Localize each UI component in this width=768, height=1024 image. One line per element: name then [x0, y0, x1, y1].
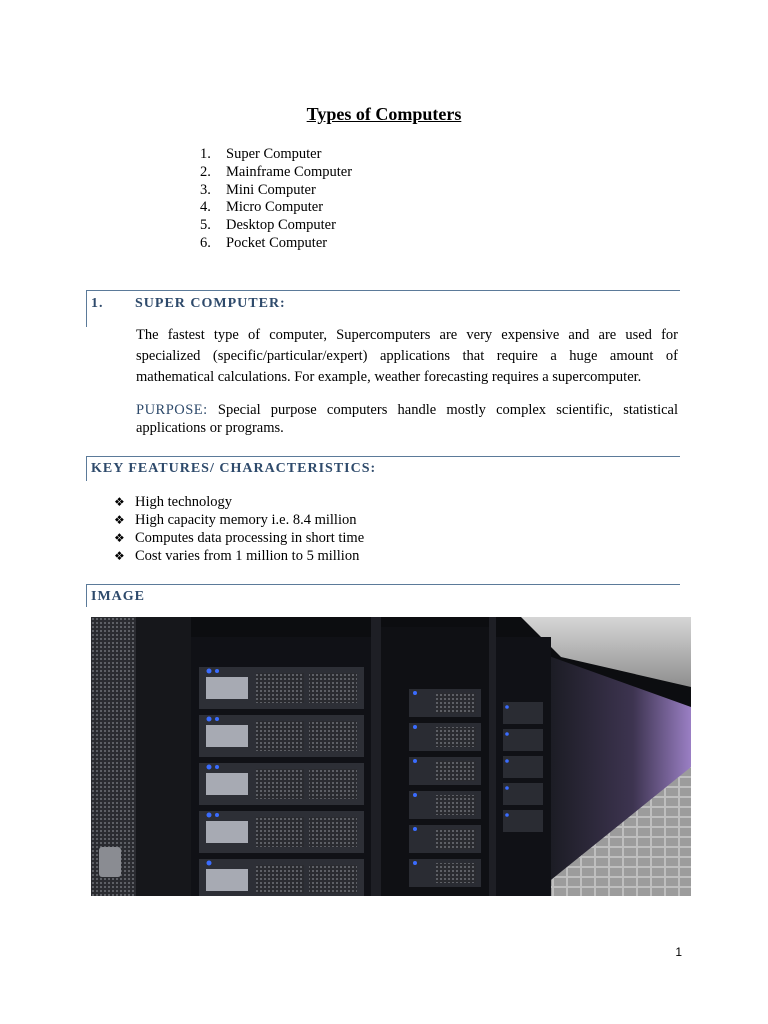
key-features-list — [114, 493, 364, 565]
purpose-paragraph — [136, 401, 678, 437]
list-item: 4. Micro Computer — [200, 199, 324, 216]
list-item: 3. Mini Computer — [200, 181, 316, 198]
section-heading-image: IMAGE — [86, 584, 680, 585]
diamond-bullet-icon: ❖ — [114, 549, 125, 563]
diamond-bullet-icon: ❖ — [114, 531, 125, 545]
list-item: 6. Pocket Computer — [200, 234, 328, 251]
section-heading-key-features: KEY FEATURES/ CHARACTERISTICS: — [86, 456, 680, 457]
page-number: 1 — [675, 945, 682, 959]
list-item: ❖ High capacity memory i.e. 8.4 million — [114, 512, 357, 528]
computer-types-list — [200, 146, 352, 253]
list-item: ❖ Computes data processing in short time — [114, 530, 365, 546]
list-item: 2. Mainframe Computer — [200, 163, 353, 180]
diamond-bullet-icon: ❖ — [114, 495, 125, 509]
list-item: 5. Desktop Computer — [200, 217, 336, 234]
document-title: Types of Computers — [306, 104, 462, 124]
section-heading-super-computer: 1. SUPER COMPUTER: — [86, 290, 680, 291]
purpose-label: PURPOSE: — [136, 402, 208, 418]
supercomputer-photo — [91, 617, 691, 896]
purpose-text: Special purpose computers handle mostly complex scientific, statistical applications or programs. — [136, 402, 678, 436]
list-item: 1. Super Computer — [200, 146, 322, 162]
list-item: ❖ Cost varies from 1 million to 5 million — [114, 548, 360, 564]
super-computer-description: The fastest type of computer, Supercomputers are very expensive and are used for specialized (specific/particular/expert) applications that require a huge amount of mathematical calculations. For example, weather forecasting requires a supercomputer. — [136, 327, 678, 385]
list-item: ❖ High technology — [114, 494, 233, 510]
supercomputer-image — [91, 617, 691, 896]
diamond-bullet-icon: ❖ — [114, 513, 125, 527]
